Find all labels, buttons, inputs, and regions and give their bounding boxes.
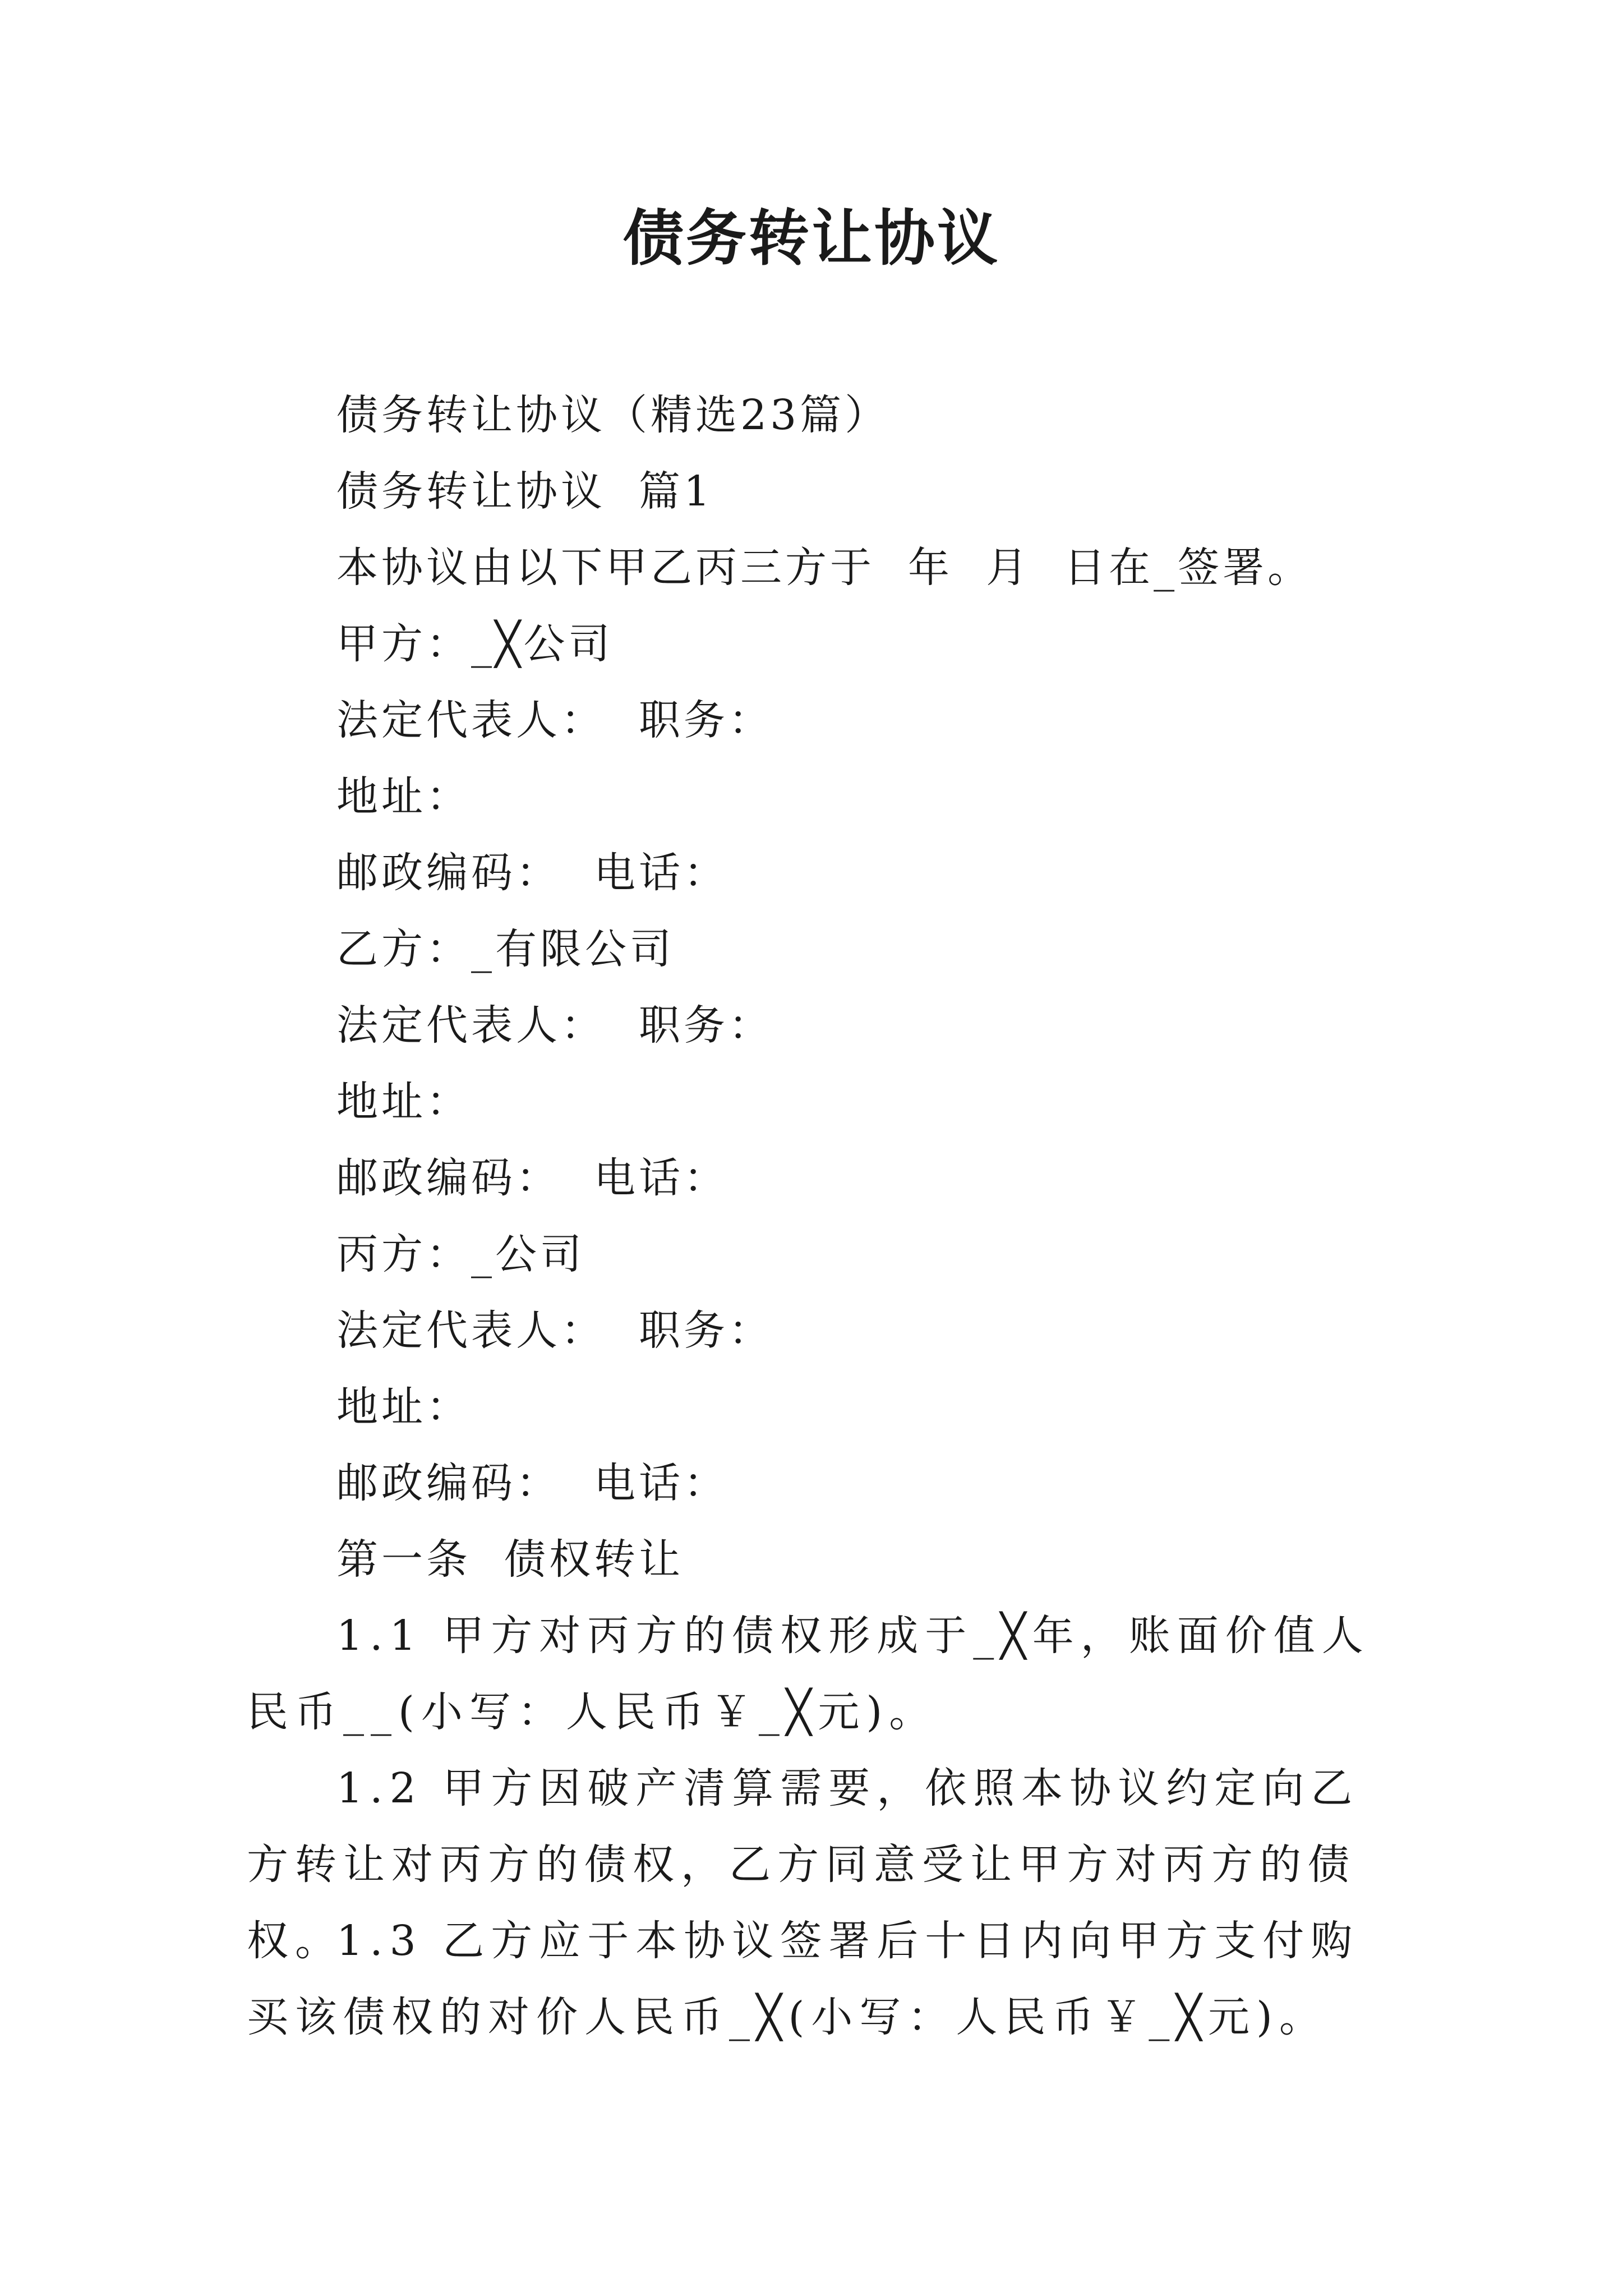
party-b-postcode-phone: 邮政编码： 电话： bbox=[336, 1154, 729, 1202]
subtitle-line: 债务转让协议（精选23篇） bbox=[336, 391, 890, 439]
party-b-address: 地址： bbox=[336, 1078, 471, 1126]
party-a-representative: 法定代表人： 职务： bbox=[336, 696, 774, 744]
party-a-postcode-phone: 邮政编码： 电话： bbox=[336, 849, 729, 897]
party-c-name: 丙方：_公司 bbox=[336, 1230, 585, 1278]
clause-1-2: 1.2 甲方因破产清算需要，依照本协议约定向乙方转让对丙方的债权，乙方同意受让甲方对丙方的债权。 bbox=[247, 1764, 1359, 1965]
intro-line: 本协议由以下甲乙丙三方于 年 月 日在_签署。 bbox=[336, 544, 1313, 592]
party-a-name: 甲方：_╳公司 bbox=[336, 620, 614, 668]
clause-1-1: 1.1 甲方对丙方的债权形成于_╳年，账面价值人民币__(小写：人民币￥_╳元)。 bbox=[247, 1612, 1370, 1736]
document-title: 债务转让协议 bbox=[623, 203, 1000, 274]
party-c-postcode-phone: 邮政编码： 电话： bbox=[336, 1459, 729, 1507]
clause-1-3: 1.3 乙方应于本协议签署后十日内向甲方支付购买该债权的对价人民币_╳(小写：人民币￥_╳元)。 bbox=[247, 1917, 1359, 2041]
article-heading: 第一条 债权转让 bbox=[336, 1535, 684, 1584]
party-c-representative: 法定代表人： 职务： bbox=[336, 1306, 774, 1355]
party-c-address: 地址： bbox=[336, 1383, 471, 1431]
party-b-representative: 法定代表人： 职务： bbox=[336, 1001, 774, 1050]
party-a-address: 地址： bbox=[336, 772, 471, 821]
section-heading: 债务转让协议 篇1 bbox=[336, 467, 714, 516]
party-b-name: 乙方：_有限公司 bbox=[336, 925, 675, 973]
